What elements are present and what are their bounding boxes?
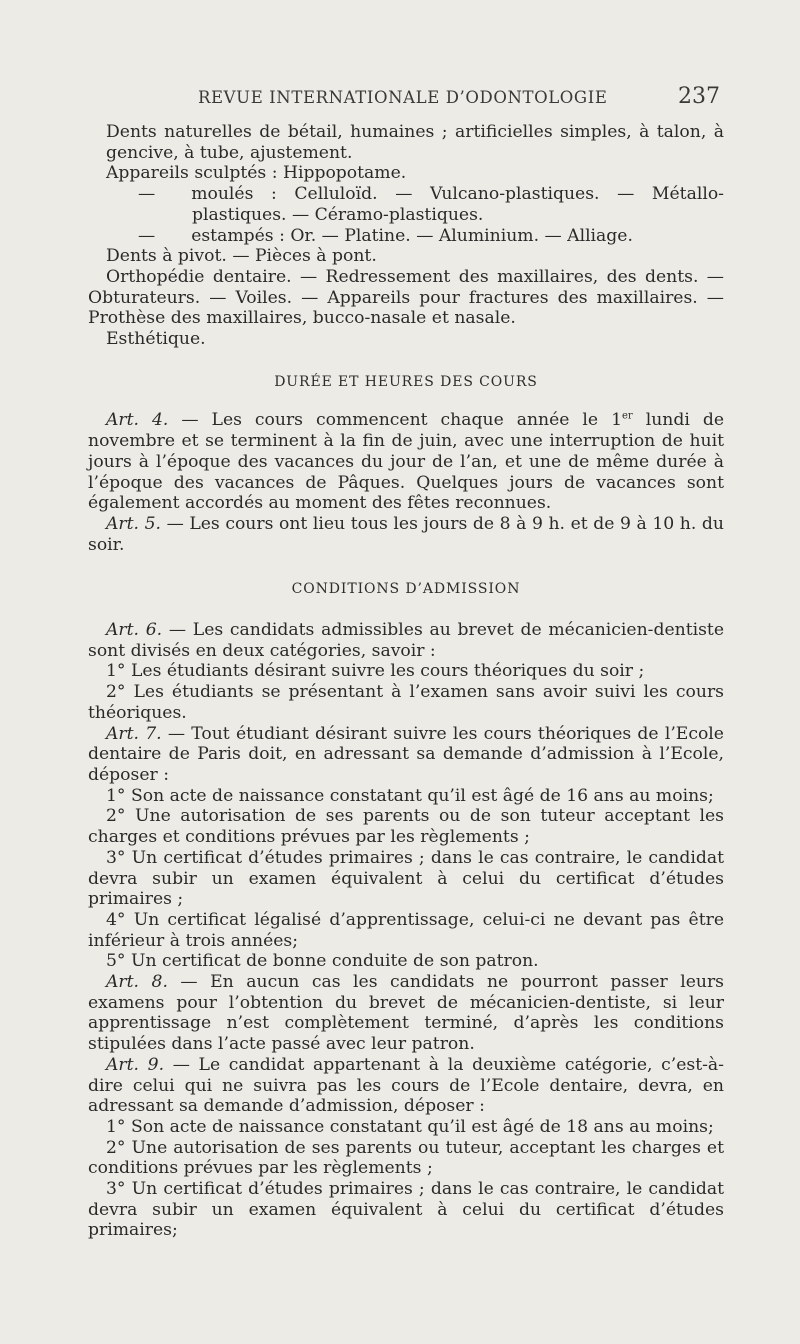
article-label: Art. 8. bbox=[106, 972, 168, 993]
body-text bbox=[88, 122, 724, 1241]
paragraph-estampes: — estampés : Or. — Platine. — Aluminium. — Alliage. bbox=[138, 225, 633, 246]
paragraph-esthetique: Esthétique. bbox=[106, 329, 206, 350]
section-heading-conditions: CONDITIONS D’ADMISSION bbox=[291, 581, 521, 598]
article-label: Art. 7. bbox=[106, 723, 162, 744]
list-item: 5° Un certificat de bonne conduite de son patron. bbox=[106, 951, 539, 972]
list-item: 1° Son acte de naissance constatant qu’il est âgé de 18 ans au moins; bbox=[106, 1116, 714, 1137]
article-7: Art. 7. — Tout étudiant désirant suivre les cours théoriques de l’Ecole dentaire de Paris doit, en adressant sa demande d’admission à l’Ecole, déposer : bbox=[88, 723, 724, 785]
list-item: 2° Une autorisation de ses parents ou tuteur, acceptant les charges et conditions prévues par les règlements ; bbox=[88, 1137, 724, 1179]
list-item: 3° Un certificat d’études primaires ; dans le cas contraire, le candidat devra subir un examen équivalent à celui du certificat d’études primaires ; bbox=[88, 847, 724, 910]
article-6: Art. 6. — Les candidats admissibles au brevet de mécanicien-dentiste sont divisés en deux catégories, savoir : bbox=[88, 620, 724, 661]
article-label: Art. 5. bbox=[106, 513, 161, 534]
paragraph-moules: — moulés : Celluloïd. — Vulcano-plastiques. — Métallo-plastiques. — Céramo-plastiques. bbox=[138, 184, 724, 225]
section-heading-duree: DURÉE ET HEURES DES COURS bbox=[274, 373, 538, 390]
list-item: 2° Les étudiants se présentant à l’examen sans avoir suivi les cours théoriques. bbox=[88, 682, 724, 723]
paragraph-dents-a-pivot: Dents à pivot. — Pièces à pont. bbox=[106, 246, 377, 267]
list-item: 1° Son acte de naissance constatant qu’il est âgé de 16 ans au moins; bbox=[106, 785, 714, 806]
list-item: 2° Une autorisation de ses parents ou de son tuteur acceptant les charges et conditions prévues par les règlements ; bbox=[88, 806, 724, 848]
ditto-dash: — bbox=[138, 225, 156, 246]
article-4: Art. 4. — Les cours commencent chaque année le 1er lundi de novembre et se terminent à la fin de juin, avec une interruption de huit jours à l’époque des vacances du jour de l’an, et une de même durée à l’époque des vacances de Pâques. Quelques jours de vacances sont également accordés au moment des fêtes reconnues. bbox=[88, 410, 724, 514]
page-number: 237 bbox=[678, 84, 720, 109]
article-label: Art. 9. bbox=[106, 1054, 165, 1075]
ditto-dash: — bbox=[138, 184, 156, 205]
article-5: Art. 5. — Les cours ont lieu tous les jours de 8 à 9 h. et de 9 à 10 h. du soir. bbox=[88, 513, 724, 555]
article-label: Art. 4. bbox=[106, 410, 169, 431]
article-label: Art. 6. bbox=[106, 620, 163, 641]
paragraph-appareils-sculptes: Appareils sculptés : Hippopotame. bbox=[106, 163, 407, 184]
paragraph-dents-naturelles: Dents naturelles de bétail, humaines ; artificielles simples, à talon, à gencive, à tube, ajustement. bbox=[106, 122, 724, 163]
article-8: Art. 8. — En aucun cas les candidats ne pourront passer leurs examens pour l’obtention du brevet de mécanicien-dentiste, si leur apprentissage n’est complètement terminé, d’après les conditions stipulées dans l’acte passé avec leur patron. bbox=[88, 972, 724, 1055]
running-title: REVUE INTERNATIONALE D’ODONTOLOGIE bbox=[198, 88, 608, 107]
paragraph-orthopedie: Orthopédie dentaire. — Redressement des maxillaires, des dents. — Obturateurs. — Voiles. — Appareils pour fractures des maxillaires. — Prothèse des maxillaires, bucco-nasale et nasale. bbox=[88, 266, 724, 329]
list-item: 4° Un certificat légalisé d’apprentissage, celui-ci ne devant pas être inférieur à trois années; bbox=[88, 909, 724, 951]
list-item: 3° Un certificat d’études primaires ; dans le cas contraire, le candidat devra subir un examen équivalent à celui du certificat d’études primaires; bbox=[88, 1179, 724, 1241]
list-item: 1° Les étudiants désirant suivre les cours théoriques du soir ; bbox=[106, 661, 645, 682]
article-9: Art. 9. — Le candidat appartenant à la deuxième catégorie, c’est-à-dire celui qui ne suivra pas les cours de l’Ecole dentaire, devra, en adressant sa demande d’admission, déposer : bbox=[88, 1054, 724, 1117]
